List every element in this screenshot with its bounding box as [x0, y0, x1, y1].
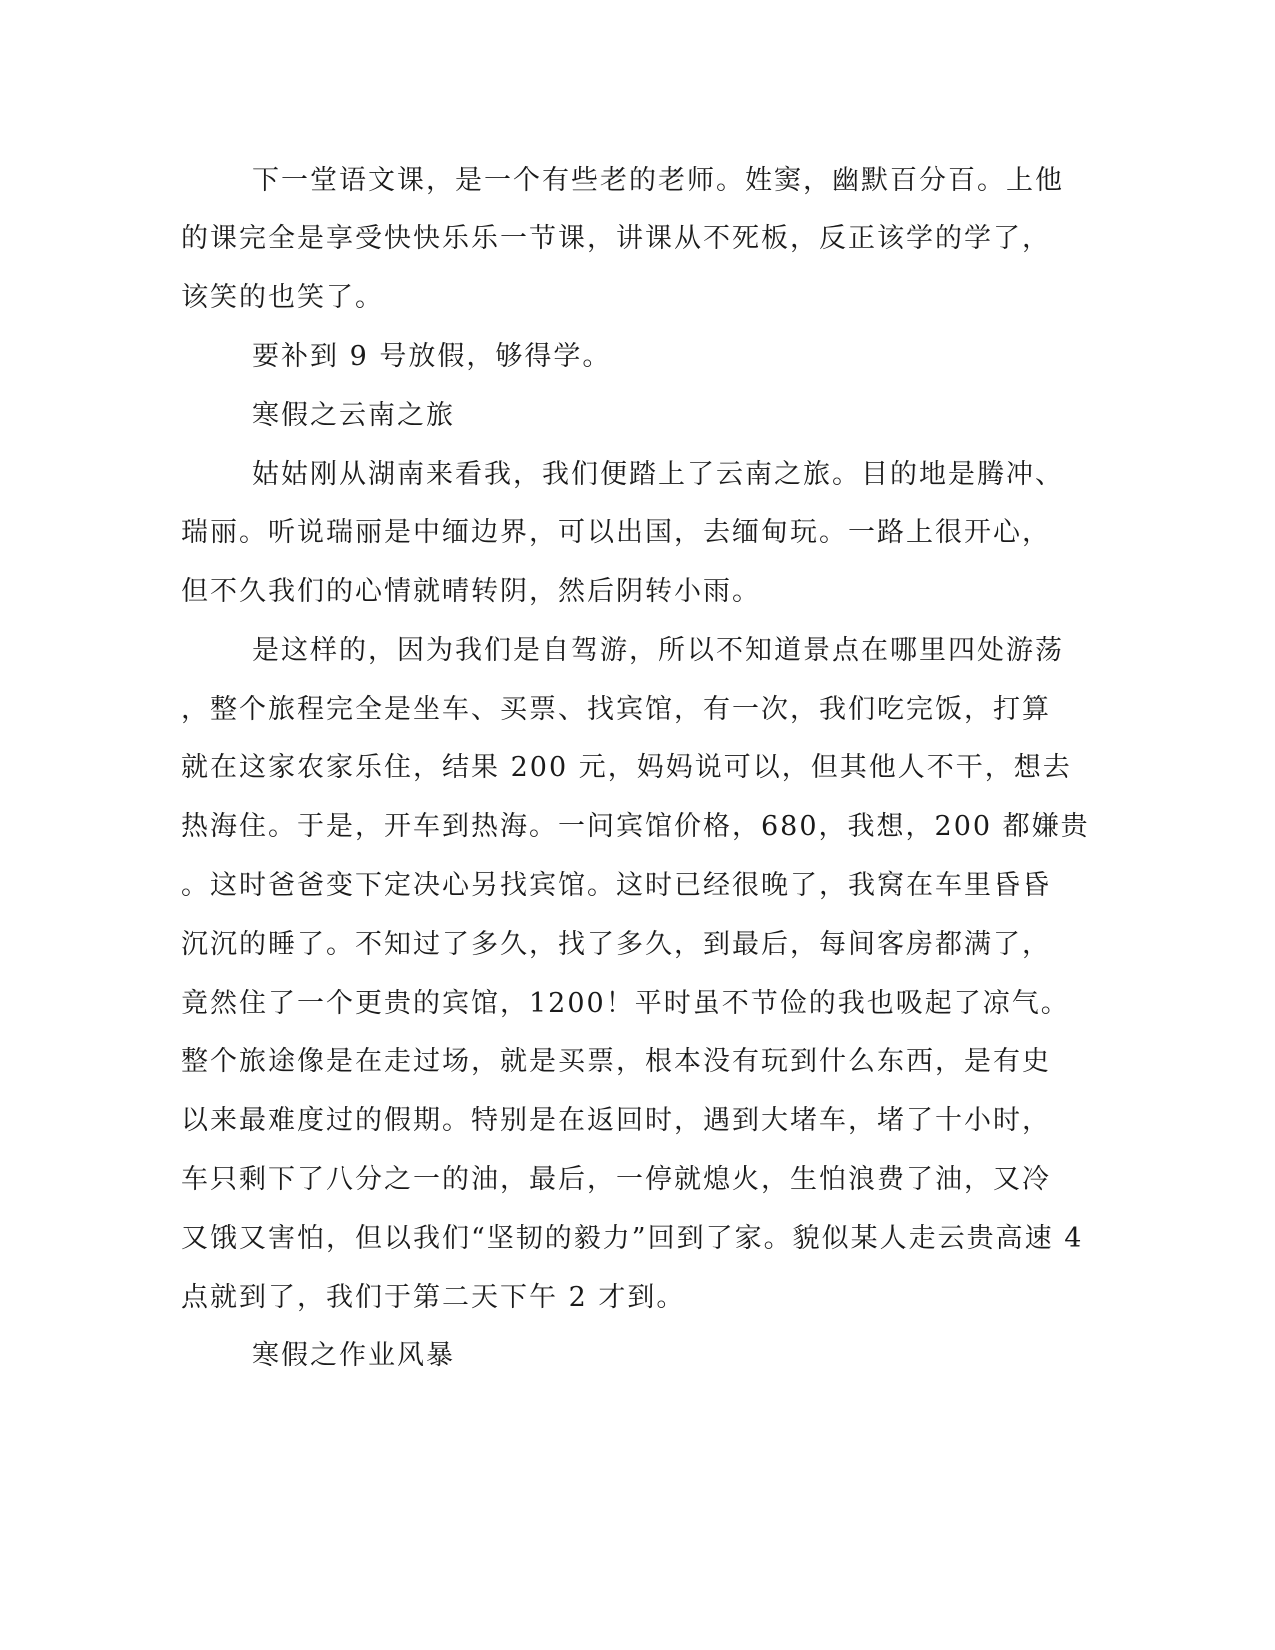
text-line: 。这时爸爸变下定决心另找宾馆。这时已经很晚了，我窝在车里昏昏	[181, 870, 1051, 901]
text-line: 但不久我们的心情就晴转阴，然后阴转小雨。	[181, 576, 761, 607]
text-line: 热海住。于是，开车到热海。一问宾馆价格，680，我想，200 都嫌贵	[181, 811, 1090, 842]
text-line: 以来最难度过的假期。特别是在返回时，遇到大堵车，堵了十小时，	[181, 1105, 1051, 1136]
text-line: 该笑的也笑了。	[181, 282, 384, 313]
text-line: 沉沉的睡了。不知过了多久，找了多久，到最后，每间客房都满了，	[181, 929, 1051, 960]
text-line: 点就到了，我们于第二天下午 2 才到。	[181, 1282, 686, 1313]
text-line: 下一堂语文课，是一个有些老的老师。姓窦，幽默百分百。上他	[252, 165, 1064, 196]
text-line: 整个旅途像是在走过场，就是买票，根本没有玩到什么东西，是有史	[181, 1046, 1051, 1077]
text-line: 的课完全是享受快快乐乐一节课，讲课从不死板，反正该学的学了，	[181, 223, 1051, 254]
text-line: ，整个旅程完全是坐车、买票、找宾馆，有一次，我们吃完饭，打算	[181, 694, 1051, 725]
text-line: 瑞丽。听说瑞丽是中缅边界，可以出国，去缅甸玩。一路上很开心，	[181, 517, 1051, 548]
section-heading: 寒假之作业风暴	[252, 1340, 455, 1371]
text-line: 姑姑刚从湖南来看我，我们便踏上了云南之旅。目的地是腾冲、	[252, 459, 1064, 490]
text-line: 车只剩下了八分之一的油，最后，一停就熄火，生怕浪费了油，又冷	[181, 1164, 1051, 1195]
text-line: 就在这家农家乐住，结果 200 元，妈妈说可以，但其他人不干，想去	[181, 752, 1072, 783]
text-line: 要补到 9 号放假，够得学。	[252, 341, 612, 372]
text-line: 是这样的，因为我们是自驾游，所以不知道景点在哪里四处游荡	[252, 635, 1064, 666]
section-heading: 寒假之云南之旅	[252, 400, 455, 431]
text-line: 竟然住了一个更贵的宾馆，1200！平时虽不节俭的我也吸起了凉气。	[181, 988, 1070, 1019]
text-line: 又饿又害怕，但以我们“坚韧的毅力”回到了家。貌似某人走云贵高速 4	[181, 1223, 1084, 1254]
